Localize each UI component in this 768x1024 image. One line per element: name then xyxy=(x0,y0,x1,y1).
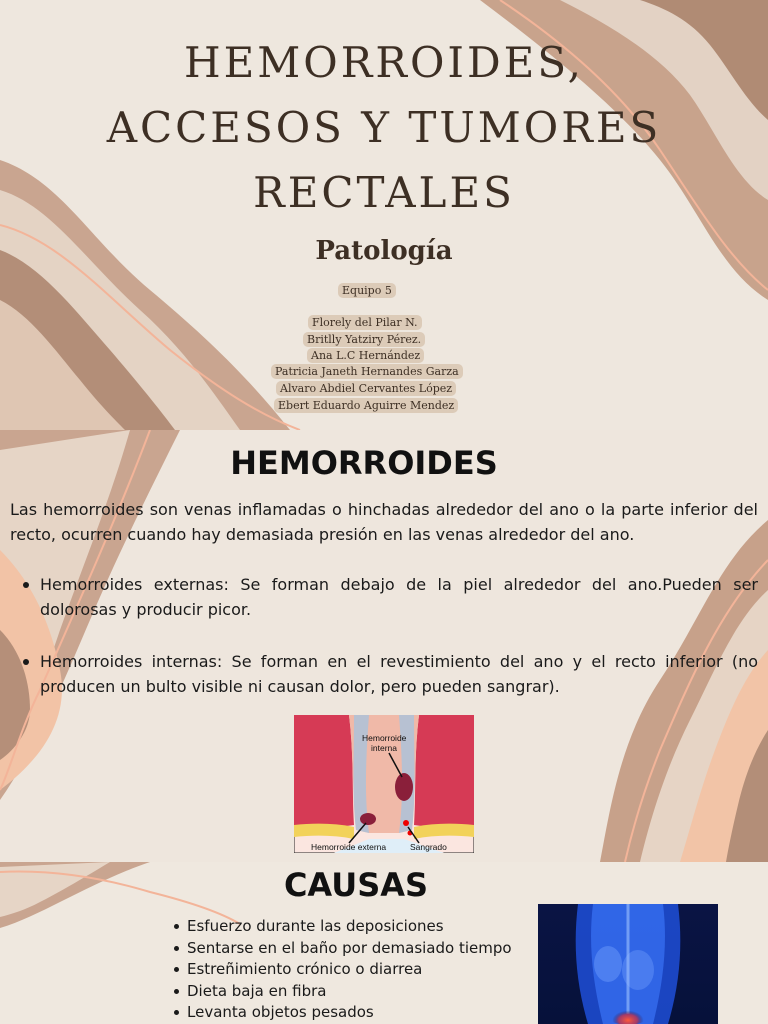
body-xray-image xyxy=(538,904,718,1024)
member-3: Ana L.C Hernández xyxy=(307,348,424,363)
list-item xyxy=(187,938,512,960)
team-label: Equipo 5 xyxy=(338,283,396,298)
bullet-dot xyxy=(23,582,29,588)
bullet-dot xyxy=(174,989,179,994)
title-line-1: HEMORROIDES, xyxy=(184,38,584,87)
title-line-3: RECTALES xyxy=(253,168,515,217)
bullet-externas xyxy=(40,572,758,622)
causas-heading: CAUSAS xyxy=(283,866,429,904)
list-item xyxy=(187,981,512,1003)
diagram-label-internal-1: Hemorroide xyxy=(362,733,407,743)
diagram-label-internal-2: interna xyxy=(371,743,397,753)
member-5: Alvaro Abdiel Cervantes López xyxy=(276,381,456,396)
bullet-dot xyxy=(174,1010,179,1015)
member-4: Patricia Janeth Hernandes Garza xyxy=(271,364,463,379)
cause-text: Esfuerzo durante las deposiciones xyxy=(187,917,444,935)
bullet-dot xyxy=(23,659,29,665)
list-item xyxy=(187,959,512,981)
bullet-internas-text: Hemorroides internas: Se forman en el revestimiento del ano y el recto inferior (no producen un bulto visible ni causan dolor, pero pueden sangrar). xyxy=(40,652,758,696)
cover-slide xyxy=(0,0,768,430)
cause-text: Dieta baja en fibra xyxy=(187,981,327,1000)
member-6: Ebert Eduardo Aguirre Mendez xyxy=(274,398,458,413)
bullet-dot xyxy=(174,946,179,951)
hemorroides-heading: HEMORROIDES xyxy=(230,444,498,482)
subtitle: Patología xyxy=(315,236,453,266)
cause-text: Sentarse en el baño por demasiado tiempo xyxy=(187,938,512,957)
causas-slide xyxy=(0,862,768,1024)
member-1: Florely del Pilar N. xyxy=(308,315,422,330)
causas-list xyxy=(187,916,512,1024)
bullet-dot xyxy=(174,924,179,929)
bullet-internas xyxy=(40,649,758,699)
list-item xyxy=(187,1002,512,1024)
bullet-externas-text: Hemorroides externas: Se forman debajo de la piel alrededor del ano.Pueden ser dolorosas y producir picor. xyxy=(40,575,758,619)
diagram-label-bleeding: Sangrado xyxy=(410,842,447,852)
hemorroides-intro: Las hemorroides son venas inflamadas o hinchadas alrededor del ano o la parte inferior del recto, ocurren cuando hay demasiada presión en las venas alrededor del ano. xyxy=(10,500,758,544)
title-line-2: ACCESOS Y TUMORES xyxy=(106,103,662,152)
cause-text: Estreñimiento crónico o diarrea xyxy=(187,960,423,978)
bullet-dot xyxy=(174,967,179,972)
hemorroides-slide xyxy=(0,430,768,862)
hemorroides-diagram xyxy=(294,715,474,853)
diagram-label-external: Hemorroide externa xyxy=(311,842,387,852)
cause-text: Levanta objetos pesados xyxy=(187,1003,374,1021)
member-2: Britlly Yatziry Pérez. xyxy=(303,332,425,347)
list-item xyxy=(187,916,512,938)
